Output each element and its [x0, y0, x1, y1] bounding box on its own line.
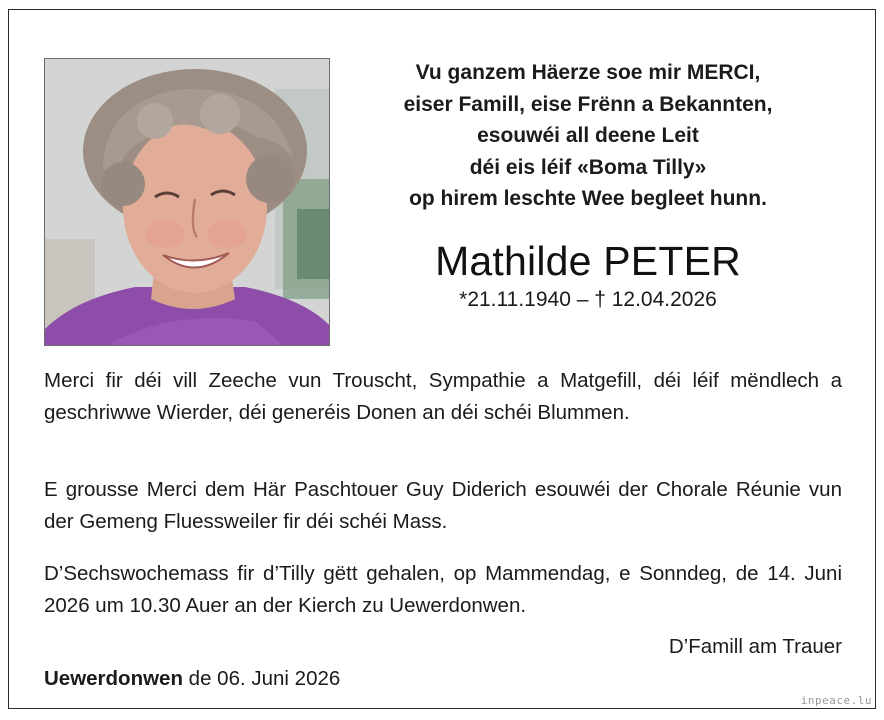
thanks-line: op hirem leschte Wee begleet hunn. [409, 187, 767, 210]
paragraph-mass: E grousse Merci dem Här Paschtouer Guy Diderich esouwéi der Chorale Réunie vun der Gemeng Fluessweiler fir déi schéi Mass. [44, 478, 842, 533]
thanks-line: esouwéi all deene Leit [477, 124, 699, 147]
thanks-verse [340, 57, 836, 215]
thanks-line: Vu ganzem Häerze soe mir MERCI, [415, 61, 761, 84]
deceased-name: Mathilde PETER [435, 238, 741, 284]
portrait-photo [44, 58, 330, 346]
place-and-date [44, 663, 340, 695]
thanks-line: déi eis léif «Boma Tilly» [469, 155, 707, 179]
thanks-line: eiser Famill, eise Frënn a Bekannten, [403, 92, 773, 116]
notice-date: de 06. Juni 2026 [188, 667, 341, 690]
family-signature: D’Famill am Trauer [668, 635, 842, 658]
paragraph-thanks: Merci fir déi vill Zeeche vun Trouscht, Sympathie a Matgefill, déi léif mëndlech a geschriwwe Wierder, déi generéis Donen an déi schéi Blummen. [44, 369, 842, 424]
place-name: Uewerdonwen [44, 667, 183, 690]
site-watermark: inpeace.lu [800, 694, 872, 707]
life-dates: *21.11.1940 – † 12.04.2026 [459, 288, 717, 311]
paragraph-memorial: D’Sechswochemass fir d’Tilly gëtt gehalen, op Mammendag, e Sonndeg, de 14. Juni 2026 um 10.30 Auer an der Kierch zu Uewerdonwen. [44, 562, 842, 617]
